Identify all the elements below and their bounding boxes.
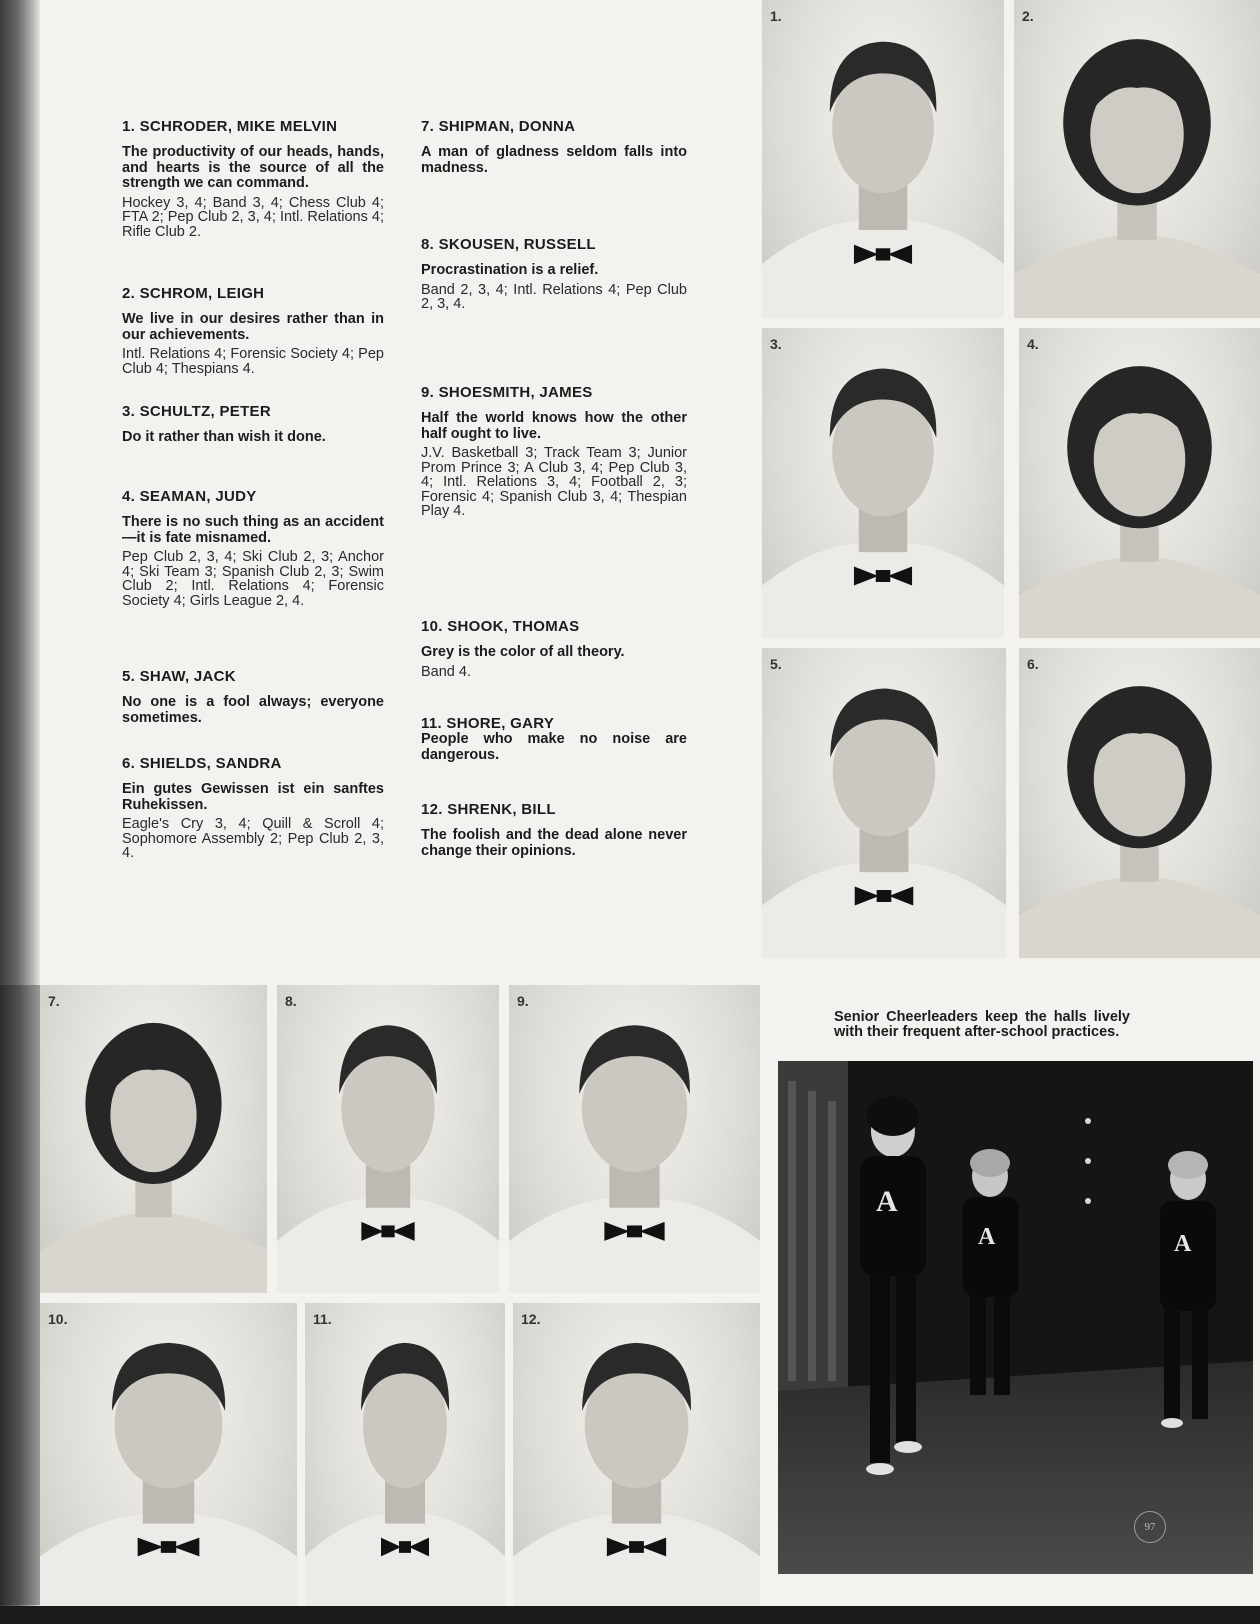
senior-entry — [421, 384, 687, 519]
senior-activities: Eagle's Cry 3, 4; Quill & Scroll 4; Sophomore Assembly 2; Pep Club 2, 3, 4. — [122, 816, 384, 861]
senior-entry — [122, 285, 384, 376]
senior-name: 2. SCHROM, LEIGH — [122, 285, 265, 302]
svg-text:A: A — [1174, 1231, 1192, 1257]
portrait-number: 7. — [48, 993, 60, 1009]
senior-entry — [122, 755, 384, 861]
senior-name: 3. SCHULTZ, PETER — [122, 403, 271, 420]
senior-portrait — [762, 648, 1006, 958]
svg-text:A: A — [978, 1224, 996, 1250]
portrait-silhouette — [305, 1303, 505, 1608]
senior-name: 7. SHIPMAN, DONNA — [421, 118, 576, 135]
svg-text:A: A — [876, 1185, 898, 1218]
senior-activities: Pep Club 2, 3, 4; Ski Club 2, 3; Anchor 4; Ski Team 3; Spanish Club 2, 3; Swim Club 2; Intl. Relations 4; Forensic Society 4; Girls League 2, 4. — [122, 549, 384, 609]
senior-name: 5. SHAW, JACK — [122, 668, 236, 685]
portrait-silhouette — [1014, 0, 1260, 318]
portrait-number: 11. — [313, 1311, 332, 1327]
portrait-silhouette — [509, 985, 760, 1293]
senior-motto: Half the world knows how the other half ought to live. — [421, 410, 687, 442]
senior-name: 8. SKOUSEN, RUSSELL — [421, 236, 596, 253]
senior-entry — [122, 118, 384, 239]
senior-name: 4. SEAMAN, JUDY — [122, 488, 257, 505]
senior-portrait — [40, 985, 267, 1293]
senior-motto: There is no such thing as an accident—it is fate misnamed. — [122, 514, 384, 546]
senior-entry — [122, 668, 384, 730]
senior-activities: Band 2, 3, 4; Intl. Relations 4; Pep Club 2, 3, 4. — [421, 281, 687, 312]
portrait-silhouette — [40, 1303, 297, 1608]
senior-portrait — [1019, 328, 1260, 638]
senior-motto: The productivity of our heads, hands, and hearts is the source of all the strength we can command. — [122, 144, 384, 191]
senior-activities: Hockey 3, 4; Band 3, 4; Chess Club 4; FTA 2; Pep Club 2, 3, 4; Intl. Relations 4; Rifle Club 2. — [122, 194, 384, 240]
portrait-number: 6. — [1027, 656, 1039, 672]
senior-motto: Do it rather than wish it done. — [122, 429, 326, 445]
senior-entry — [122, 488, 384, 608]
portrait-number: 3. — [770, 336, 782, 352]
senior-entry — [421, 715, 687, 767]
senior-portrait — [277, 985, 499, 1293]
portrait-silhouette — [277, 985, 499, 1293]
portrait-number: 12. — [521, 1311, 541, 1327]
portrait-number: 2. — [1022, 8, 1034, 24]
senior-entry — [421, 618, 687, 679]
senior-motto: We live in our desires rather than in our achievements. — [122, 311, 384, 343]
portrait-silhouette — [762, 648, 1006, 958]
senior-entry — [421, 236, 687, 312]
senior-motto: Grey is the color of all theory. — [421, 644, 625, 660]
portrait-silhouette — [40, 985, 267, 1293]
senior-entry — [421, 801, 687, 863]
portrait-silhouette — [513, 1303, 760, 1608]
senior-name: 9. SHOESMITH, JAMES — [421, 384, 593, 401]
portrait-number: 9. — [517, 993, 529, 1009]
senior-name: 1. SCHRODER, MIKE MELVIN — [122, 118, 338, 135]
senior-entry — [122, 403, 384, 450]
senior-motto: Ein gutes Gewissen ist ein sanftes Ruhekissen. — [122, 781, 384, 813]
senior-name: 10. SHOOK, THOMAS — [421, 618, 580, 635]
portrait-number: 5. — [770, 656, 782, 672]
senior-motto: Procrastination is a relief. — [421, 262, 599, 278]
senior-entry — [421, 118, 687, 180]
senior-portrait — [40, 1303, 297, 1608]
senior-portrait — [1019, 648, 1260, 958]
senior-activities: Intl. Relations 4; Forensic Society 4; Pep Club 4; Thespians 4. — [122, 346, 384, 377]
portrait-silhouette — [762, 328, 1004, 638]
senior-portrait — [762, 328, 1004, 638]
portrait-number: 1. — [770, 8, 782, 24]
senior-motto: No one is a fool always; everyone sometimes. — [122, 694, 384, 726]
senior-name: 6. SHIELDS, SANDRA — [122, 755, 282, 772]
portrait-silhouette — [1019, 648, 1260, 958]
adjacent-page-edge — [0, 985, 40, 1605]
page-number: 97 — [1134, 1511, 1166, 1543]
scan-bottom-edge — [0, 1606, 1260, 1624]
senior-portrait — [509, 985, 760, 1293]
senior-name: 11. SHORE, GARY — [421, 715, 555, 732]
senior-portrait — [513, 1303, 760, 1608]
senior-portrait — [1014, 0, 1260, 318]
senior-motto: A man of gladness seldom falls into madness. — [421, 144, 687, 176]
photo-caption: Senior Cheerleaders keep the halls lively with their frequent after-school practices. — [834, 1008, 1130, 1040]
cheerleaders-photo — [778, 1061, 1253, 1574]
senior-motto: People who make no noise are dangerous. — [421, 731, 687, 763]
senior-activities: Band 4. — [421, 663, 471, 680]
portrait-number: 8. — [285, 993, 297, 1009]
senior-portrait — [305, 1303, 505, 1608]
senior-motto: The foolish and the dead alone never change their opinions. — [421, 827, 687, 859]
portrait-number: 4. — [1027, 336, 1039, 352]
portrait-silhouette — [1019, 328, 1260, 638]
portrait-silhouette — [762, 0, 1004, 318]
senior-portrait — [762, 0, 1004, 318]
portrait-number: 10. — [48, 1311, 68, 1327]
senior-name: 12. SHRENK, BILL — [421, 801, 556, 818]
senior-activities: J.V. Basketball 3; Track Team 3; Junior Prom Prince 3; A Club 3, 4; Pep Club 3, 4; Intl. Relations 3, 4; Football 2, 3; Forensic 4; Spanish Club 3, 4; Thespian Play 4. — [421, 445, 687, 519]
